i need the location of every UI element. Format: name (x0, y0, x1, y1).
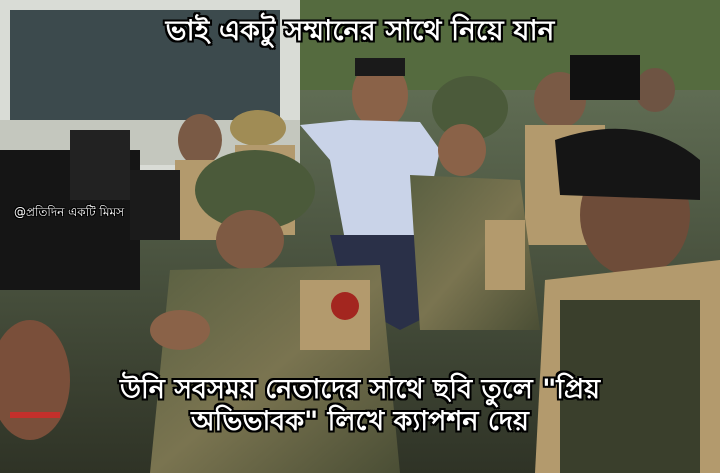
top-caption: ভাই একটু সম্মানের সাথে নিয়ে যান (165, 14, 555, 47)
watermark: @প্রতিদিন একটি মিমস (14, 205, 125, 219)
bottom-caption (0, 374, 720, 439)
bottom-caption-line-1: উনি সবসময় নেতাদের সাথে ছবি তুলে "প্রিয় (119, 374, 601, 405)
bottom-caption-line-2: অভিভাবক" লিখে ক্যাপশন দেয় (191, 406, 529, 438)
